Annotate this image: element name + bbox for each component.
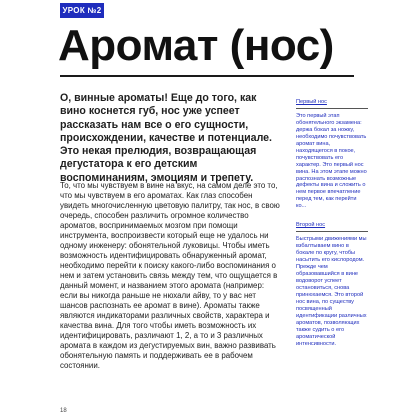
sidebar-divider (296, 231, 368, 232)
sidebar-text-first-nose: Это первый этап обонятельного экзамена: держа бокал за ножку, необходимо почувствовать аромат вина, находящегося в покое, почувствовать его характер. Это первый нос вина. На этом этапе можно распознать возможные дефекты вина и сложить о нем первое впечатление перед тем, как перейти ко... (296, 112, 367, 210)
sidebar-heading-second-nose: Второй нос (296, 222, 326, 229)
body-paragraph: То, что мы чувствуем в вине на вкус, на самом деле это то, что мы чувствуем в его ароматах. Как глаз способен увидеть многочисленную цветовую палитру, так нос, в свою очередь, способен различить огромное количество ароматов, воспринимаемых мозгом при помощи инструмента, воспроизвести который еще не удалось ни одному инженеру: обонятельной луковицы. Чтобы иметь возможность идентифицировать обнаруженный аромат, необходимо перейти к поиску какого-либо воспоминания о нем и затем установить связь между тем, что ощущается в данный момент, и названием этого аромата (например: если вы никогда раньше не нюхали айву, то у вас нет шансов распознать ее аромат в вине). Ароматы также являются индикаторами различных свойств, характера и качества вина. Для того чтобы иметь возможность их идентифицировать, различают 1, 2, а то и 3 различных аромата в каждом из дегустируемых вин, важно развивать обонятельную память и поддерживать ее в рабочем состоянии. (60, 181, 280, 370)
sidebar-heading-first-nose: Первый нос (296, 99, 327, 105)
page-number: 18 (60, 408, 67, 414)
lead-paragraph: О, винные ароматы! Еще до того, как вино коснется губ, нос уже успеет рассказать нам все о его сущности, происхождении, качестве и потенциале. Это некая прелюдия, возвращающая дегустатора к его детским воспоминаниям, эмоциям и трепету. (60, 92, 273, 184)
lesson-badge: УРОК №2 (60, 3, 104, 18)
sidebar-divider (296, 108, 368, 109)
sidebar-text-second-nose: Быстрыми движениями мы взбалтываем вино в бокале по кругу, чтобы насытить его кислородом. Прежде чем образовавшийся в вине водоворот успеет остановиться, снова принюхаемся. Это второй нос вина, по существу посвященный идентификации различных ароматов, позволяющих также судить о его ароматической интенсивности. (296, 236, 367, 347)
sidebar-notes (296, 99, 368, 360)
page-title: Аромат (нос) (58, 21, 334, 70)
title-divider (60, 75, 354, 77)
